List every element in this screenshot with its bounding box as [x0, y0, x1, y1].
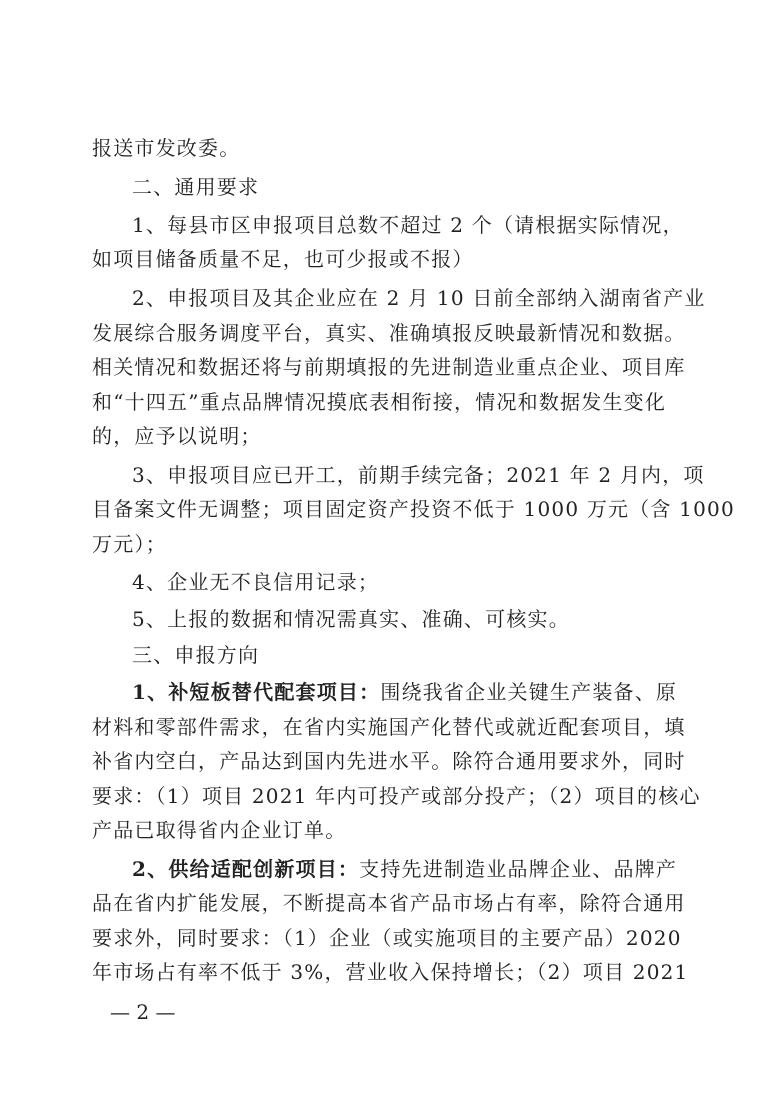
direction-1-line-3: 补省内空白，产品达到国内先进水平。除符合通用要求外，同时 — [92, 749, 686, 773]
direction-1-line-2: 材料和零部件需求，在省内实施国产化替代或就近配套项目，填 — [92, 715, 686, 739]
direction-1-title: 1、补短板替代配套项目： — [132, 680, 381, 704]
requirement-5: 5、上报的数据和情况需真实、准确、可核实。 — [132, 607, 570, 631]
direction-2-line-1 — [132, 857, 692, 881]
direction-2-line-4: 年市场占有率不低于 3%，营业收入保持增长；（2）项目 2021 — [92, 960, 689, 984]
requirement-2-line-1: 2、申报项目及其企业应在 2 月 10 日前全部纳入湖南省产业 — [132, 286, 706, 310]
requirement-3-line-2: 目备案文件无调整；项目固定资产投资不低于 1000 万元（含 1000 — [92, 497, 735, 521]
requirement-2-line-5: 的，应予以说明； — [92, 424, 262, 448]
requirement-3-line-3: 万元）； — [92, 532, 167, 556]
section-heading-general-requirements: 二、通用要求 — [132, 175, 260, 199]
requirement-4: 4、企业无不良信用记录； — [132, 570, 380, 594]
section-heading-application-direction: 三、申报方向 — [132, 643, 260, 667]
direction-2-line-3: 要求外，同时要求：（1）企业（或实施项目的主要产品）2020 — [92, 926, 682, 950]
requirement-1-line-1: 1、每县市区申报项目总数不超过 2 个（请根据实际情况， — [132, 213, 684, 237]
requirement-2-line-4: 和“十四五”重点品牌情况摸底表相衔接，情况和数据发生变化 — [92, 390, 667, 414]
direction-2-line-2: 品在省内扩能发展，不断提高本省产品市场占有率，除符合通用 — [92, 891, 686, 915]
requirement-3-line-1: 3、申报项目应已开工，前期手续完备；2021 年 2 月内，项 — [132, 463, 705, 487]
direction-2-title: 2、供给适配创新项目： — [132, 857, 360, 881]
direction-1-line-4: 要求：（1）项目 2021 年内可投产或部分投产；（2）项目的核心 — [92, 784, 701, 808]
requirement-2-line-3: 相关情况和数据还将与前期填报的先进制造业重点企业、项目库 — [92, 355, 686, 379]
paragraph-continuation: 报送市发改委。 — [92, 136, 241, 160]
requirement-1-line-2: 如项目储备质量不足，也可少报或不报） — [92, 247, 474, 271]
direction-1-line-5: 产品已取得省内企业订单。 — [92, 818, 347, 842]
direction-1-text: 围绕我省企业关键生产装备、原 — [380, 680, 678, 704]
requirement-2-line-2: 发展综合服务调度平台，真实、准确填报反映最新情况和数据。 — [92, 321, 686, 345]
page-number: — 2 — — [110, 1000, 176, 1024]
direction-2-text: 支持先进制造业品牌企业、品牌产 — [359, 857, 678, 881]
direction-1-line-1 — [132, 680, 692, 704]
